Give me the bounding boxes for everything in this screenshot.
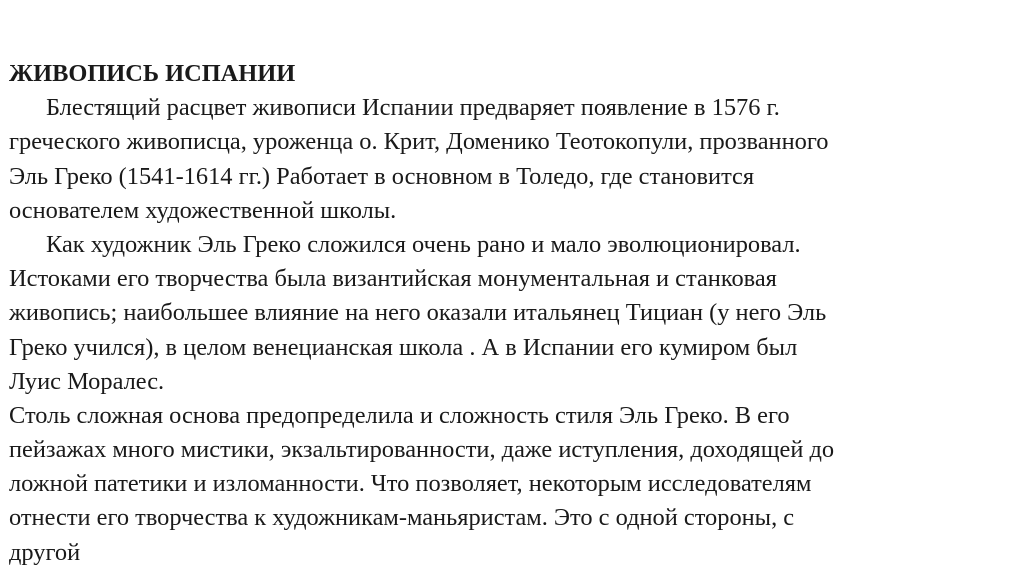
slide-text-block [9, 54, 1019, 570]
paragraph-2-line-3: живопись; наибольшее влияние на него оказали итальянец Тициан (у него Эль [9, 299, 827, 327]
paragraph-1-line-2: греческого живописца, уроженца о. Крит, Доменико Теотокопули, прозванного [9, 128, 829, 156]
paragraph-1-line-4: основателем художественной школы. [9, 196, 397, 224]
paragraph-2-line-1: Как художник Эль Греко сложился очень рано и мало эволюционировал. [46, 230, 801, 258]
paragraph-3-line-2: пейзажах много мистики, экзальтированности, даже иступления, доходящей до [9, 436, 835, 464]
slide-title: ЖИВОПИСЬ ИСПАНИИ [9, 60, 296, 87]
paragraph-2-line-4: Греко учился), в целом венецианская школа . А в Испании его кумиром был [9, 333, 798, 361]
paragraph-1-line-3: Эль Греко (1541-1614 гг.) Работает в основном в Толедо, где становится [9, 162, 755, 190]
paragraph-2-line-5: Луис Моралес. [9, 367, 165, 395]
paragraph-3-line-3: ложной патетики и изломанности. Что позволяет, некоторым исследователям [9, 470, 812, 498]
paragraph-3-line-4: отнести его творчества к художникам-маньяристам. Это с одной стороны, с [9, 504, 795, 532]
paragraph-1-line-1: Блестящий расцвет живописи Испании предваряет появление в 1576 г. [46, 94, 780, 122]
paragraph-2-line-2: Истоками его творчества была византийская монументальная и станковая [9, 265, 777, 293]
paragraph-3-line-5: другой [9, 538, 81, 566]
paragraph-3-line-1: Столь сложная основа предопределила и сложность стиля Эль Греко. В его [9, 401, 790, 429]
